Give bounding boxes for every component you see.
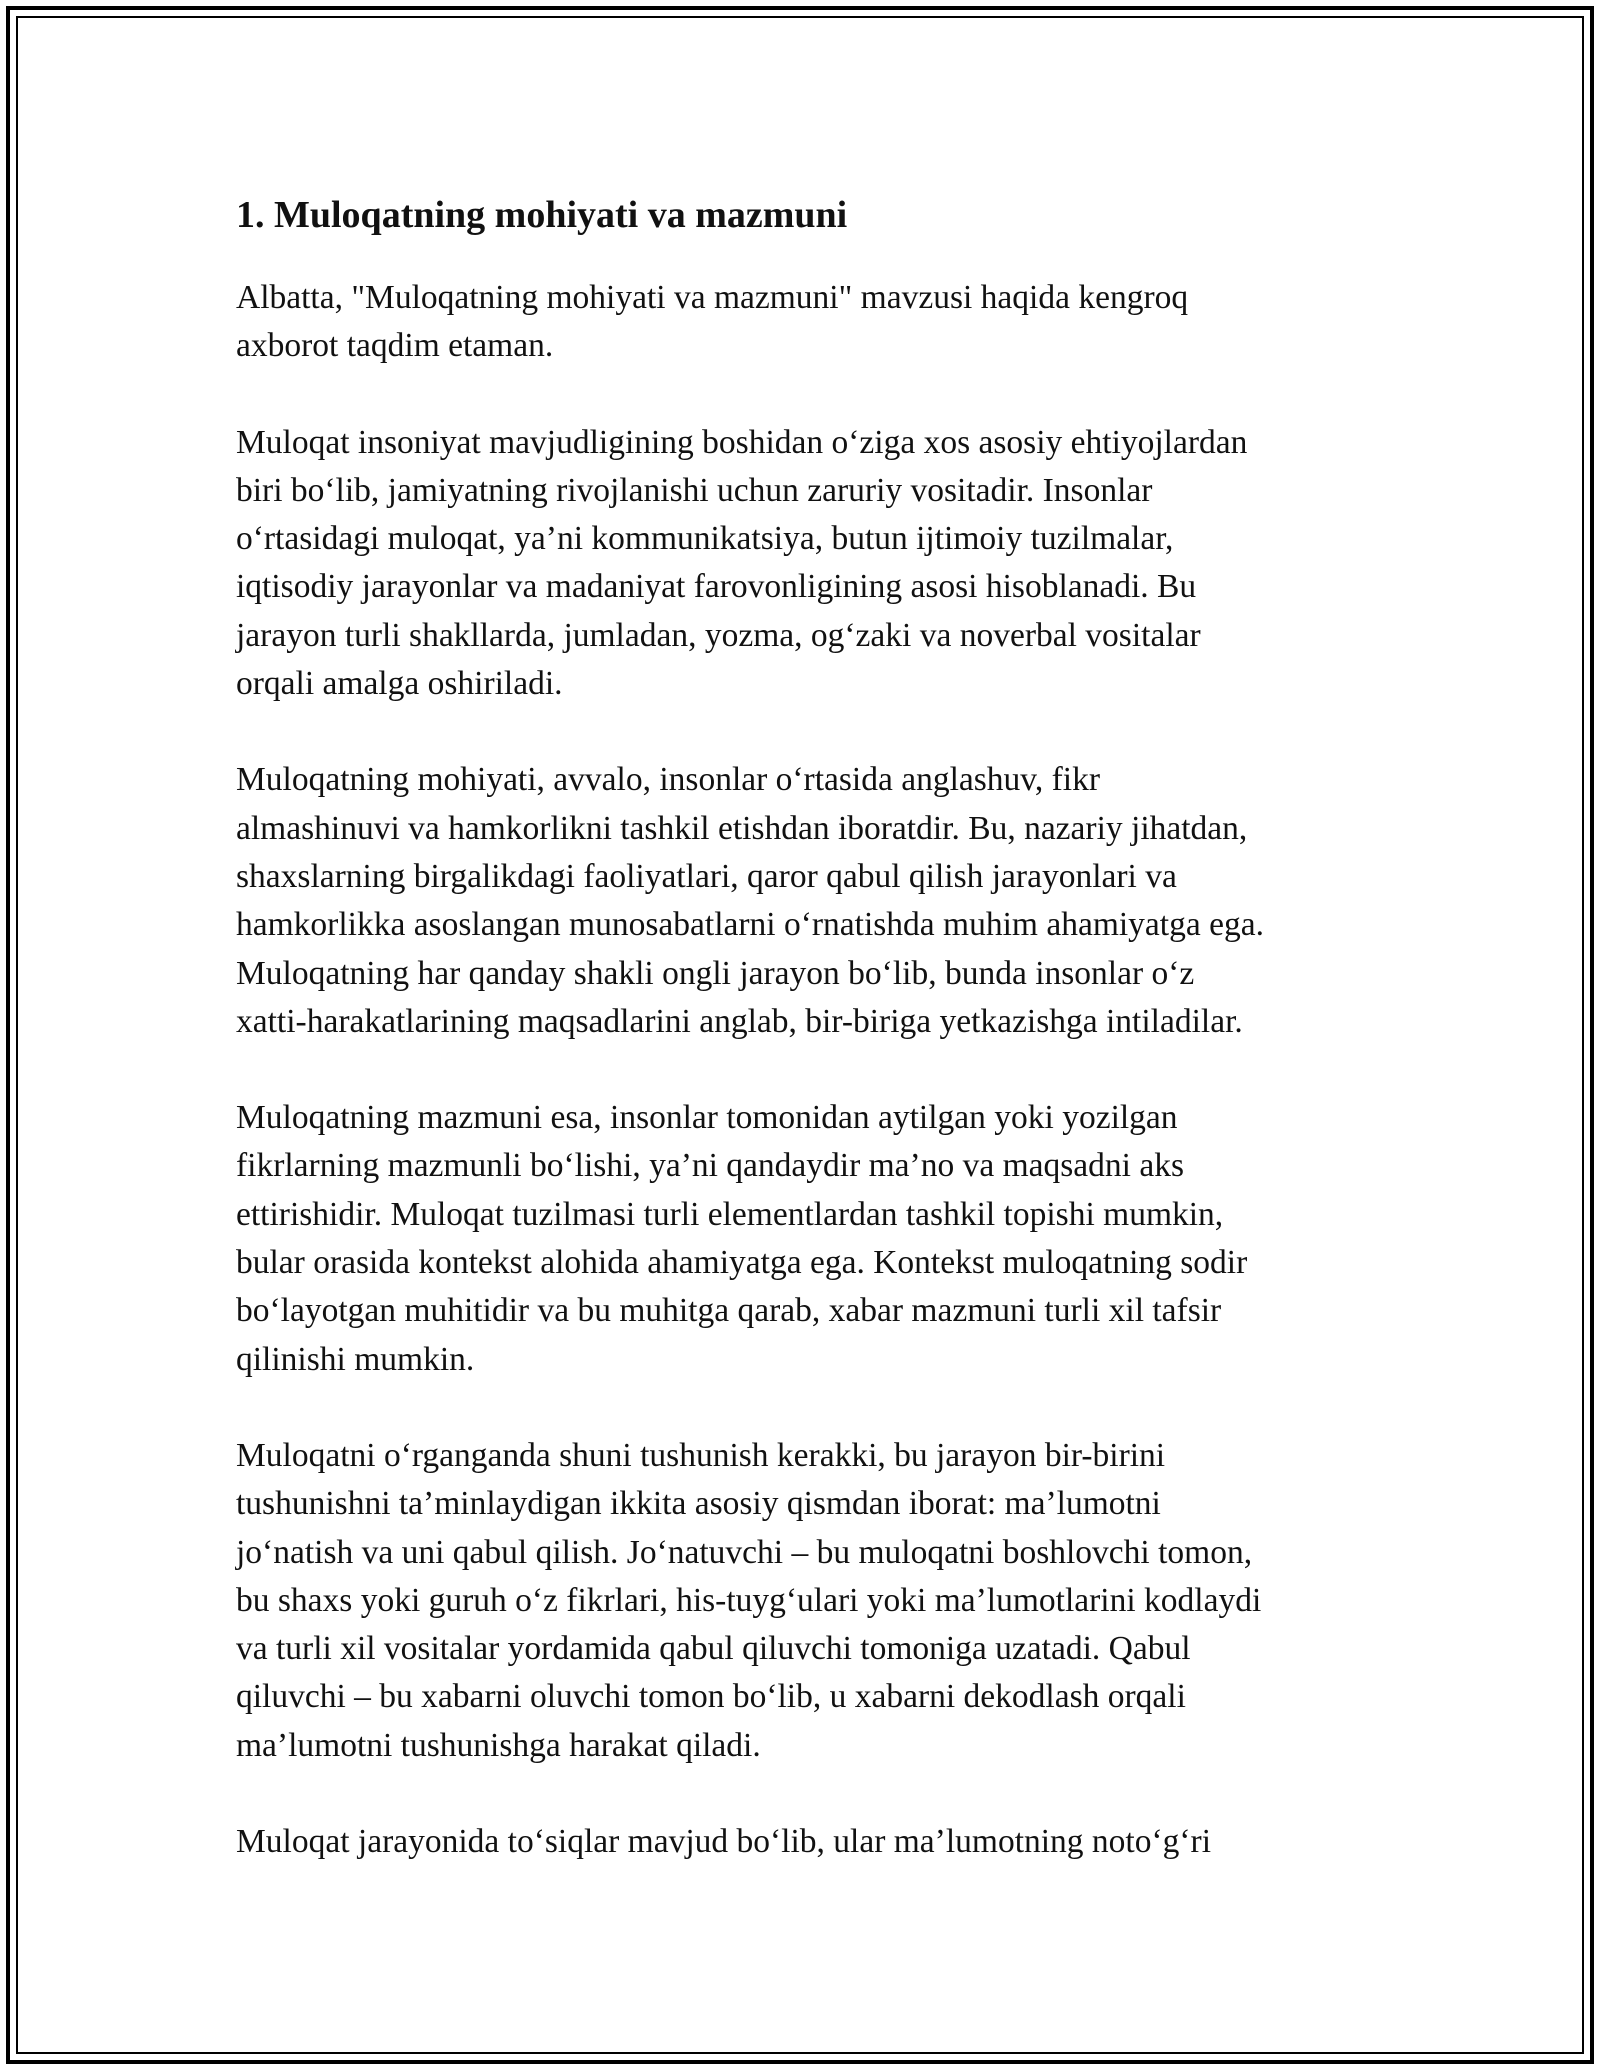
paragraph-communication-need: Muloqat insoniyat mavjudligining boshidan o‘ziga xos asosiy ehtiyojlardan biri bo‘lib, jamiyatning rivojlanishi uchun zaruriy vositadir. Insonlar o‘rtasidagi muloqat, ya’ni kommunikatsiya, butun ijtimoiy tuzilmalar, iqtisodiy jarayonlar va madaniyat farovonligining asosi hisoblanadi. Bu jarayon turli shakllarda, jumladan, yozma, og‘zaki va noverbal vositalar orqali amalga oshiriladi. xyxy=(236,423,1248,703)
document-body xyxy=(236,185,1364,1914)
section-heading: 1. Muloqatning mohiyati va mazmuni xyxy=(236,194,848,236)
paragraph-barriers: Muloqat jarayonida to‘siqlar mavjud bo‘lib, ular ma’lumotning noto‘g‘ri xyxy=(236,1823,1212,1861)
paragraph-intro: Albatta, "Muloqatning mohiyati va mazmuni" mavzusi haqida kengroq axborot taqdim etaman. xyxy=(236,279,1189,365)
paragraph-content: Muloqatning mazmuni esa, insonlar tomonidan aytilgan yoki yozilgan fikrlarning mazmunli bo‘lishi, ya’ni qandaydir ma’no va maqsadni aks ettirishidir. Muloqat tuzilmasi turli elementlardan tashkil topishi mumkin, bular orasida kontekst alohida ahamiyatga ega. Kontekst muloqatning sodir bo‘layotgan muhitidir va bu muhitga qarab, xabar mazmuni turli xil tafsir qilinishi mumkin. xyxy=(236,1099,1248,1378)
paragraph-sender-receiver: Muloqatni o‘rganganda shuni tushunish kerakki, bu jarayon bir-birini tushunishni ta’minlaydigan ikkita asosiy qismdan iborat: ma’lumotni jo‘natish va uni qabul qilish. Jo‘natuvchi – bu muloqatni boshlovchi tomon, bu shaxs yoki guruh o‘z fikrlari, his-tuyg‘ulari yoki ma’lumotlarini kodlaydi va turli xil vositalar yordamida qabul qiluvchi tomoniga uzatadi. Qabul qiluvchi – bu xabarni oluvchi tomon bo‘lib, u xabarni dekodlash orqali ma’lumotni tushunishga harakat qiladi. xyxy=(236,1436,1262,1764)
paragraph-essence: Muloqatning mohiyati, avvalo, insonlar o‘rtasida anglashuv, fikr almashinuvi va hamkorlikni tashkil etishdan iboratdir. Bu, nazariy jihatdan, shaxslarning birgalikdagi faoliyatlari, qaror qabul qilish jarayonlari va hamkorlikka asoslangan munosabatlarni o‘rnatishda muhim ahamiyatga ega. Muloqatning har qanday shakli ongli jarayon bo‘lib, bunda insonlar o‘z xatti-harakatlarining maqsadlarini anglab, bir-biriga yetkazishga intiladilar. xyxy=(236,761,1264,1040)
